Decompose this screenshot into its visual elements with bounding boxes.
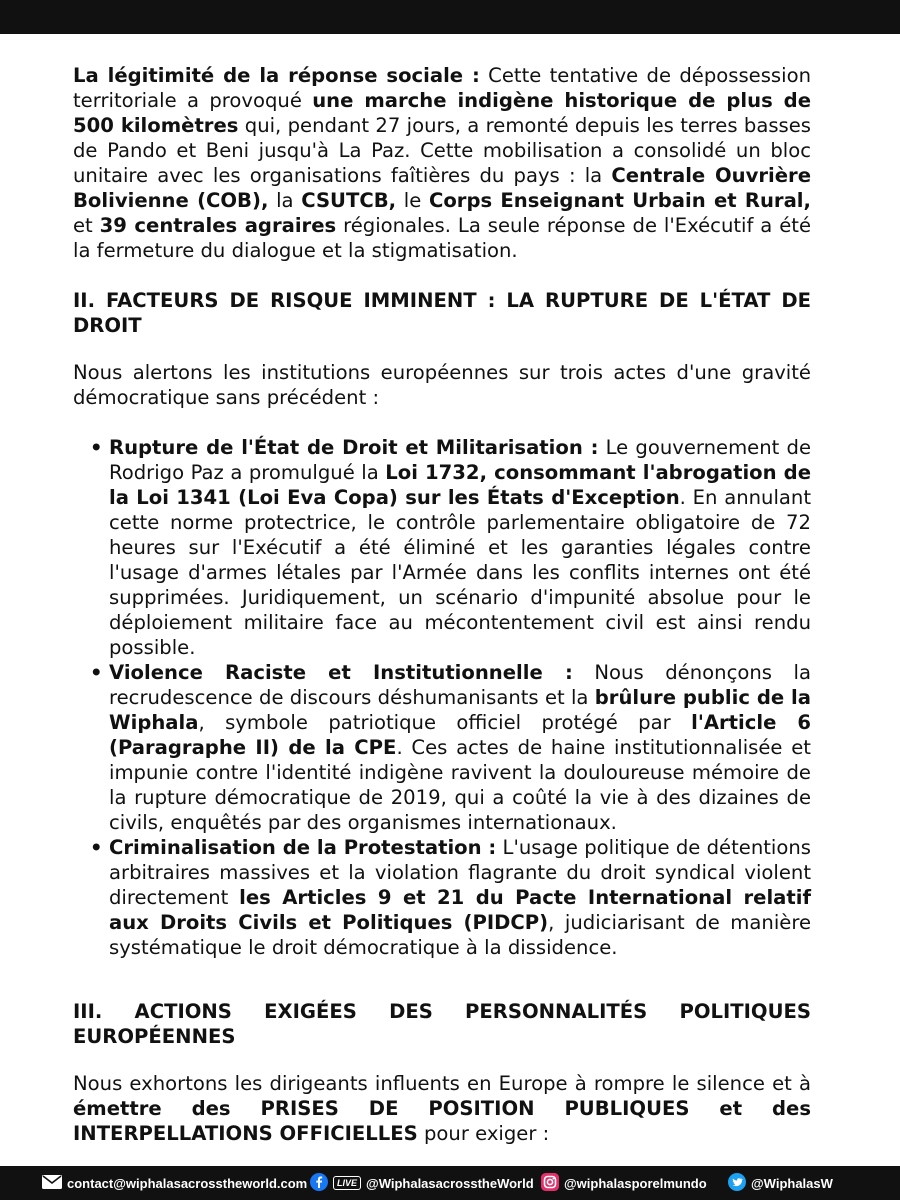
text-run: , judiciarisant de manière systématique le droit démocratique à la dissidence.	[109, 911, 811, 959]
text-run: Nous exhortons les dirigeants influents en Europe à rompre le silence et à	[73, 1072, 811, 1095]
document-body	[73, 63, 811, 1146]
bold-text: La légitimité de la réponse sociale :	[73, 64, 480, 87]
text-run: Nous dénonçons la recrudescence de discours déshumanisants et la	[109, 661, 811, 709]
footer-facebook[interactable]	[310, 1166, 534, 1200]
footer-instagram[interactable]	[541, 1166, 707, 1200]
envelope-icon	[42, 1175, 62, 1192]
text-run: qui, pendant 27 jours, a remonté depuis les terres basses de Pando et Beni jusqu'à La Paz. Cette mobilisation a consolidé un bloc unitaire avec les organisations faîtières du pays : la	[73, 114, 811, 187]
text-run: Cette tentative de dépossession territoriale a provoqué	[73, 64, 811, 112]
text-run: Le gouvernement de Rodrigo Paz a promulgué la	[109, 436, 811, 484]
bold-text: Violence Raciste et Institutionnelle :	[109, 661, 573, 684]
list-item	[90, 435, 812, 660]
text-run: et	[73, 214, 100, 237]
section2-intro: Nous alertons les institutions européennes sur trois actes d'une gravité démocratique sans précédent :	[73, 361, 811, 409]
bold-text: Rupture de l'État de Droit et Militarisation :	[109, 436, 599, 459]
section3-intro	[73, 1071, 811, 1146]
footer-twitter[interactable]	[728, 1166, 833, 1200]
list-item	[90, 660, 811, 835]
top-bar	[0, 0, 900, 34]
bold-text: CSUTCB,	[301, 189, 397, 212]
twitter-handle: @WiphalasW	[751, 1175, 833, 1191]
instagram-handle: @wiphalasporelmundo	[564, 1175, 707, 1191]
text-run: L'usage politique de détentions arbitraires massives et la violation flagrante du droit syndical violent directement	[109, 836, 811, 909]
footer-bar	[0, 1166, 900, 1200]
bullet-icon: •	[90, 836, 103, 859]
footer-email[interactable]	[42, 1166, 307, 1200]
bullet-icon: •	[90, 661, 103, 684]
text-run: . Ces actes de haine institutionnalisée et impunie contre l'identité indigène ravivent la douloureuse mémoire de la rupture démocratique de 2019, qui a coûté la vie à des dizaines de civils, enquêtés par des organismes internationaux.	[109, 736, 811, 834]
paragraph-social-response	[73, 63, 811, 263]
text-run: pour exiger :	[417, 1122, 550, 1145]
instagram-icon	[541, 1173, 559, 1194]
bold-text: Centrale Ouvrière Bolivienne (COB),	[73, 164, 811, 212]
list-item	[90, 835, 811, 960]
live-badge: LIVE	[333, 1176, 361, 1190]
bold-text: brûlure public de la Wiphala	[109, 686, 811, 734]
list-item-text	[109, 436, 811, 659]
section-heading-3: III. ACTIONS EXIGÉES DES PERSONNALITÉS POLITIQUES EUROPÉENNES	[73, 1000, 811, 1048]
facebook-handle: @WiphalasacrosstheWorld	[366, 1175, 534, 1191]
text-run: , symbole patriotique officiel protégé par	[198, 711, 692, 734]
bold-text: Criminalisation de la Protestation :	[109, 836, 497, 859]
text-run: le	[396, 189, 429, 212]
bold-text: Loi 1732, consommant l'abrogation de la Loi 1341 (Loi Eva Copa) sur les États d'Exception	[109, 461, 811, 509]
bold-text: 39 centrales agraires	[99, 214, 337, 237]
bold-text: Corps Enseignant Urbain et Rural,	[428, 189, 811, 212]
email-text: contact@wiphalasacrosstheworld.com	[67, 1175, 308, 1191]
bullet-icon: •	[90, 436, 103, 459]
twitter-icon	[728, 1173, 746, 1194]
bold-text: émettre des PRISES DE POSITION PUBLIQUES et des INTERPELLATIONS OFFICIELLES	[73, 1097, 811, 1145]
list-item-text	[109, 836, 811, 959]
bold-text: l'Article 6 (Paragraphe II) de la CPE	[109, 711, 811, 759]
text-run: la	[268, 189, 302, 212]
bold-text: une marche indigène historique de plus de 500 kilomètres	[73, 89, 811, 137]
text-run: . En annulant cette norme protectrice, le contrôle parlementaire obligatoire de 72 heures sur l'Exécutif a été éliminé et les garanties légales contre l'usage d'armes létales par l'Armée dans les conflits internes ont été supprimées. Juridiquement, un scénario d'impunité absolue pour le déploiement militaire face au mécontentement civil est ainsi rendu possible.	[109, 486, 812, 659]
list-item-text	[109, 661, 811, 834]
text-run: régionales. La seule réponse de l'Exécutif a été la fermeture du dialogue et la stigmatisation.	[73, 214, 812, 262]
bold-text: les Articles 9 et 21 du Pacte International relatif aux Droits Civils et Politiques (PIDCP)	[109, 886, 811, 934]
facebook-icon	[310, 1173, 328, 1194]
risk-factors-list	[73, 435, 811, 960]
section-heading-2: II. FACTEURS DE RISQUE IMMINENT : LA RUPTURE DE L'ÉTAT DE DROIT	[73, 289, 811, 337]
